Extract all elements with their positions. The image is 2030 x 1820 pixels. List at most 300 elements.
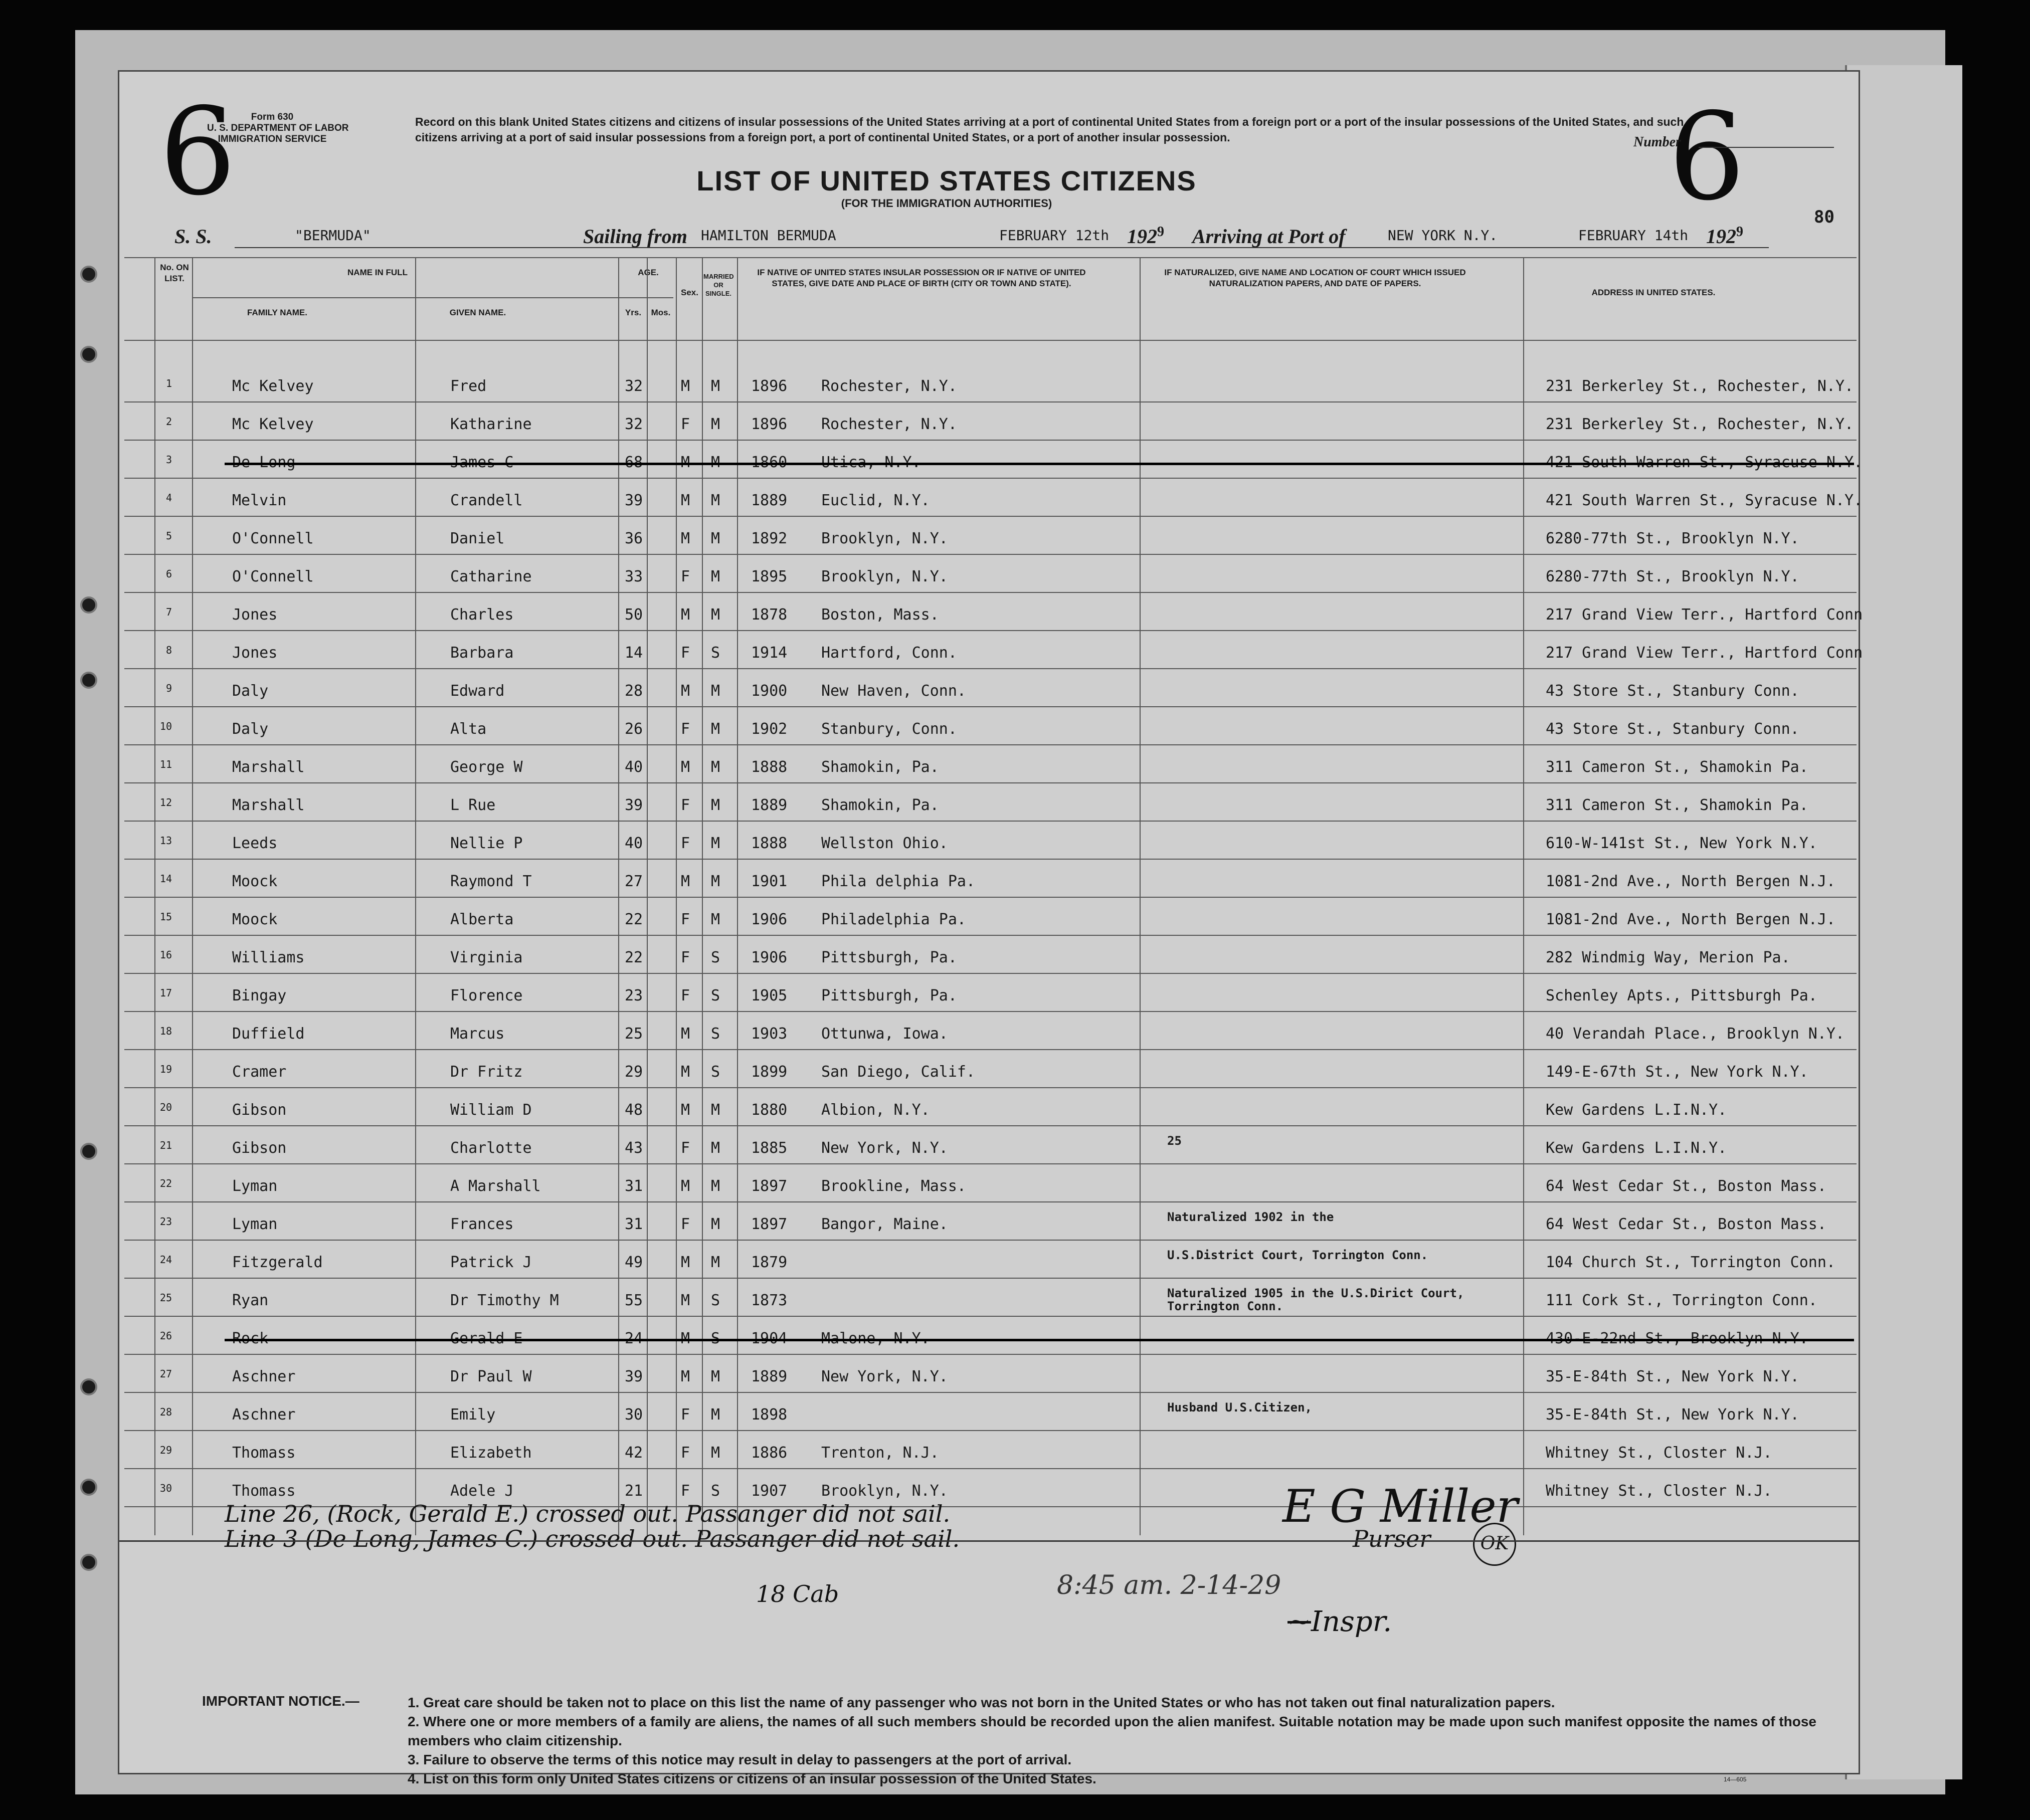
cell-ms: M bbox=[711, 377, 720, 395]
binder-hole bbox=[80, 346, 97, 363]
cell-place: Rochester, N.Y. bbox=[821, 416, 957, 433]
cell-age: 39 bbox=[625, 1368, 643, 1385]
cell-ms: S bbox=[711, 1482, 720, 1500]
cell-sex: M bbox=[681, 606, 690, 624]
row-divider bbox=[124, 1354, 1857, 1355]
row-divider bbox=[124, 668, 1857, 669]
cell-sex: F bbox=[681, 1216, 690, 1233]
cell-year: 1914 bbox=[751, 644, 788, 662]
column-divider bbox=[737, 257, 738, 1535]
cell-age: 31 bbox=[625, 1216, 643, 1233]
number-label: Number bbox=[1633, 134, 1681, 150]
cell-given: Daniel bbox=[450, 530, 505, 547]
cell-family: Rock bbox=[232, 1330, 269, 1347]
cell-no: 3 bbox=[165, 454, 172, 466]
cell-sex: F bbox=[681, 796, 690, 814]
cell-given: James C bbox=[450, 454, 514, 471]
row-divider bbox=[124, 1278, 1857, 1279]
cell-place: Hartford, Conn. bbox=[821, 644, 957, 662]
cell-family: Williams bbox=[232, 949, 305, 966]
cell-sex: F bbox=[681, 1406, 690, 1424]
cell-year: 1886 bbox=[751, 1444, 788, 1462]
cell-ms: S bbox=[711, 949, 720, 966]
cell-address: 1081-2nd Ave., North Bergen N.J. bbox=[1546, 911, 1835, 928]
row-divider bbox=[124, 440, 1857, 441]
cell-address: Kew Gardens L.I.N.Y. bbox=[1546, 1139, 1727, 1157]
cell-given: Frances bbox=[450, 1216, 514, 1233]
initials: 18 Cab bbox=[756, 1580, 839, 1607]
arrival-port: NEW YORK N.Y. bbox=[1388, 227, 1498, 244]
cell-ms: M bbox=[711, 1216, 720, 1233]
cell-age: 48 bbox=[625, 1101, 643, 1119]
cell-no: 19 bbox=[159, 1063, 172, 1075]
cell-address: 64 West Cedar St., Boston Mass. bbox=[1546, 1177, 1826, 1195]
col-mos: Mos. bbox=[651, 308, 671, 317]
cell-family: Aschner bbox=[232, 1368, 296, 1385]
notice-items bbox=[408, 1693, 1836, 1788]
cell-sex: M bbox=[681, 1177, 690, 1195]
cell-year: 1889 bbox=[751, 1368, 788, 1385]
cell-family: Lyman bbox=[232, 1177, 278, 1195]
cell-sex: F bbox=[681, 1444, 690, 1462]
cell-place: Trenton, N.J. bbox=[821, 1444, 939, 1462]
cell-ms: M bbox=[711, 1406, 720, 1424]
cell-year: 1878 bbox=[751, 606, 788, 624]
cell-no: 17 bbox=[159, 987, 172, 999]
col-name-in-full: NAME IN FULL bbox=[347, 268, 408, 277]
cell-place: Rochester, N.Y. bbox=[821, 377, 957, 395]
binder-hole bbox=[80, 1554, 97, 1571]
cell-family: Moock bbox=[232, 873, 278, 890]
instructions-text: Record on this blank United States citizens and citizens of insular possessions of the United States arriving at a port of continental United States from a foreign port or a port of the insular possessions of the United States, and such citizens arriving at a port of said insular possessions from a foreign port, a port of continental United States, or a port of another insular possession. bbox=[415, 115, 1684, 144]
cell-age: 23 bbox=[625, 987, 643, 1004]
cell-ms: M bbox=[711, 1177, 720, 1195]
cell-place: Wellston Ohio. bbox=[821, 835, 948, 852]
cell-address: 231 Berkerley St., Rochester, N.Y. bbox=[1546, 416, 1854, 433]
page-subtitle: (FOR THE IMMIGRATION AUTHORITIES) bbox=[841, 197, 1052, 210]
arriving-label: Arriving at Port of bbox=[1192, 225, 1346, 248]
cell-given: Barbara bbox=[450, 644, 514, 662]
cell-given: Dr Fritz bbox=[450, 1063, 523, 1081]
row-divider bbox=[124, 554, 1857, 555]
cell-no: 27 bbox=[159, 1368, 172, 1380]
cell-year: 1897 bbox=[751, 1177, 788, 1195]
cell-sex: M bbox=[681, 873, 690, 890]
side-sheets bbox=[1845, 65, 1962, 1779]
arrive-year-digit: 9 bbox=[1736, 224, 1743, 240]
cell-given: Florence bbox=[450, 987, 523, 1004]
cell-sex: F bbox=[681, 835, 690, 852]
cell-family: Mc Kelvey bbox=[232, 416, 314, 433]
row-divider bbox=[124, 782, 1857, 783]
cell-given: L Rue bbox=[450, 796, 496, 814]
column-divider bbox=[1523, 257, 1524, 1535]
row-divider bbox=[124, 401, 1857, 402]
cell-sex: M bbox=[681, 1063, 690, 1081]
cell-ms: M bbox=[711, 682, 720, 700]
cell-family: Fitzgerald bbox=[232, 1254, 323, 1271]
row-divider bbox=[124, 706, 1857, 707]
cell-year: 1892 bbox=[751, 530, 788, 547]
binder-hole bbox=[80, 596, 97, 614]
cell-sex: M bbox=[681, 1025, 690, 1043]
cell-age: 55 bbox=[625, 1292, 643, 1309]
cell-family: Bingay bbox=[232, 987, 287, 1004]
cell-no: 26 bbox=[159, 1330, 172, 1342]
row-divider bbox=[124, 1049, 1857, 1050]
cell-no: 9 bbox=[165, 682, 172, 694]
cell-sex: M bbox=[681, 758, 690, 776]
cell-address: 104 Church St., Torrington Conn. bbox=[1546, 1254, 1835, 1271]
cell-family: Lyman bbox=[232, 1216, 278, 1233]
cell-family: Duffield bbox=[232, 1025, 305, 1043]
notice-item: 1. Great care should be taken not to place on this list the name of any passenger who was not born in the United States or who has not taken out final naturalization papers. bbox=[408, 1695, 1555, 1710]
cell-given: Gerald E bbox=[450, 1330, 523, 1347]
cell-family: O'Connell bbox=[232, 530, 314, 547]
row-divider bbox=[124, 821, 1857, 822]
row-divider bbox=[124, 257, 1857, 258]
cell-ms: S bbox=[711, 987, 720, 1004]
cell-place: Brookline, Mass. bbox=[821, 1177, 966, 1195]
cell-ms: M bbox=[711, 873, 720, 890]
cell-ms: S bbox=[711, 1025, 720, 1043]
cell-no: 1 bbox=[165, 377, 172, 389]
cell-given: Edward bbox=[450, 682, 505, 700]
row-divider bbox=[124, 897, 1857, 898]
cell-family: Marshall bbox=[232, 796, 305, 814]
time-note: 8:45 am. 2-14-29 bbox=[1057, 1570, 1281, 1600]
cell-no: 6 bbox=[165, 568, 172, 580]
cell-address: Kew Gardens L.I.N.Y. bbox=[1546, 1101, 1727, 1119]
cell-given: Charlotte bbox=[450, 1139, 532, 1157]
cell-no: 15 bbox=[159, 911, 172, 923]
cell-family: Thomass bbox=[232, 1482, 296, 1500]
notice-item: 4. List on this form only United States citizens or citizens of an insular possession of the United States. bbox=[408, 1771, 1096, 1786]
cell-address: 1081-2nd Ave., North Bergen N.J. bbox=[1546, 873, 1835, 890]
page-title: LIST OF UNITED STATES CITIZENS bbox=[696, 165, 1197, 196]
cell-family: O'Connell bbox=[232, 568, 314, 585]
row-divider bbox=[124, 1087, 1857, 1088]
cell-address: 149-E-67th St., New York N.Y. bbox=[1546, 1063, 1808, 1081]
cell-age: 27 bbox=[625, 873, 643, 890]
col-age: AGE. bbox=[638, 268, 659, 277]
cell-family: Jones bbox=[232, 606, 278, 624]
cell-age: 39 bbox=[625, 492, 643, 509]
cell-ms: M bbox=[711, 1254, 720, 1271]
row-divider bbox=[124, 935, 1857, 936]
inspector-title: Inspr. bbox=[1311, 1605, 1392, 1638]
cell-age: 49 bbox=[625, 1254, 643, 1271]
row-divider bbox=[124, 516, 1857, 517]
column-divider bbox=[192, 257, 193, 1535]
row-divider bbox=[124, 1163, 1857, 1164]
cell-nat: Husband U.S.Citizen, bbox=[1167, 1400, 1312, 1414]
cell-place: Brooklyn, N.Y. bbox=[821, 1482, 948, 1500]
cell-address: 64 West Cedar St., Boston Mass. bbox=[1546, 1216, 1826, 1233]
cell-age: 26 bbox=[625, 720, 643, 738]
cell-place: Ottunwa, Iowa. bbox=[821, 1025, 948, 1043]
cell-given: Charles bbox=[450, 606, 514, 624]
sailing-underline bbox=[235, 247, 1769, 248]
row-divider bbox=[124, 1316, 1857, 1317]
cell-given: Catharine bbox=[450, 568, 532, 585]
cell-no: 16 bbox=[159, 949, 172, 961]
cell-given: Emily bbox=[450, 1406, 496, 1424]
cell-ms: M bbox=[711, 416, 720, 433]
cell-ms: M bbox=[711, 720, 720, 738]
cell-age: 25 bbox=[625, 1025, 643, 1043]
cell-age: 40 bbox=[625, 835, 643, 852]
row-divider bbox=[124, 1011, 1857, 1012]
cell-family: Marshall bbox=[232, 758, 305, 776]
service: IMMIGRATION SERVICE bbox=[218, 134, 327, 144]
cell-place: Boston, Mass. bbox=[821, 606, 939, 624]
cell-ms: M bbox=[711, 796, 720, 814]
cell-place: Pittsburgh, Pa. bbox=[821, 949, 957, 966]
cell-sex: F bbox=[681, 1482, 690, 1500]
cell-address: 6280-77th St., Brooklyn N.Y. bbox=[1546, 530, 1799, 547]
cell-address: 35-E-84th St., New York N.Y. bbox=[1546, 1406, 1799, 1424]
cell-age: 33 bbox=[625, 568, 643, 585]
cell-sex: F bbox=[681, 644, 690, 662]
cell-address: 430-E-22nd St., Brooklyn N.Y. bbox=[1546, 1330, 1808, 1347]
cell-no: 20 bbox=[159, 1101, 172, 1113]
column-divider bbox=[676, 257, 677, 1535]
ss-label: S. S. bbox=[174, 225, 212, 248]
cell-year: 1895 bbox=[751, 568, 788, 585]
cell-address: 40 Verandah Place., Brooklyn N.Y. bbox=[1546, 1025, 1845, 1043]
cell-address: 282 Windmig Way, Merion Pa. bbox=[1546, 949, 1790, 966]
row-divider bbox=[124, 1430, 1857, 1431]
cell-address: 43 Store St., Stanbury Conn. bbox=[1546, 682, 1799, 700]
cell-family: Melvin bbox=[232, 492, 287, 509]
cell-sex: M bbox=[681, 377, 690, 395]
row-divider bbox=[192, 297, 673, 298]
purser-title: Purser bbox=[1353, 1525, 1431, 1552]
cell-no: 7 bbox=[165, 606, 172, 618]
annotation-line-1: Line 26, (Rock, Gerald E.) crossed out. Passanger did not sail. bbox=[225, 1500, 951, 1527]
col-sex: Sex. bbox=[681, 288, 698, 297]
cell-age: 50 bbox=[625, 606, 643, 624]
cell-no: 5 bbox=[165, 530, 172, 542]
row-divider bbox=[124, 744, 1857, 745]
cell-year: 1889 bbox=[751, 492, 788, 509]
column-divider bbox=[1140, 257, 1141, 1535]
form-code: 14—605 bbox=[1724, 1776, 1747, 1783]
cell-ms: M bbox=[711, 1101, 720, 1119]
cell-no: 23 bbox=[159, 1216, 172, 1228]
ship-name: "BERMUDA" bbox=[295, 227, 371, 244]
cell-sex: M bbox=[681, 1254, 690, 1271]
cell-age: 39 bbox=[625, 796, 643, 814]
arrive-year bbox=[1706, 225, 1743, 248]
cell-ms: S bbox=[711, 1292, 720, 1309]
cell-given: Crandell bbox=[450, 492, 523, 509]
cell-year: 1907 bbox=[751, 1482, 788, 1500]
cell-family: Jones bbox=[232, 644, 278, 662]
cell-age: 21 bbox=[625, 1482, 643, 1500]
cell-no: 18 bbox=[159, 1025, 172, 1037]
cell-year: 1899 bbox=[751, 1063, 788, 1081]
form-number: Form 630 bbox=[251, 112, 294, 122]
cell-no: 10 bbox=[159, 720, 172, 732]
cell-address: 111 Cork St., Torrington Conn. bbox=[1546, 1292, 1817, 1309]
cell-address: 217 Grand View Terr., Hartford Conn bbox=[1546, 644, 1863, 662]
cell-place: Pittsburgh, Pa. bbox=[821, 987, 957, 1004]
cell-no: 28 bbox=[159, 1406, 172, 1418]
col-family-name: FAMILY NAME. bbox=[247, 308, 307, 317]
binder-hole bbox=[80, 672, 97, 689]
cell-place: Philadelphia Pa. bbox=[821, 911, 966, 928]
arrive-date: FEBRUARY 14th bbox=[1578, 227, 1689, 244]
cell-address: 6280-77th St., Brooklyn N.Y. bbox=[1546, 568, 1799, 585]
footer-rule bbox=[119, 1540, 1859, 1542]
depart-year bbox=[1127, 225, 1164, 248]
cell-year: 1898 bbox=[751, 1406, 788, 1424]
cell-no: 29 bbox=[159, 1444, 172, 1456]
cell-place: Utica, N.Y. bbox=[821, 454, 921, 471]
row-divider bbox=[124, 478, 1857, 479]
cell-year: 1888 bbox=[751, 835, 788, 852]
cell-address: 217 Grand View Terr., Hartford Conn bbox=[1546, 606, 1863, 624]
inspection-stamp: OK bbox=[1473, 1523, 1516, 1566]
cell-family: Aschner bbox=[232, 1406, 296, 1424]
cell-age: 31 bbox=[625, 1177, 643, 1195]
column-divider bbox=[702, 257, 703, 1535]
cell-family: De Long bbox=[232, 454, 296, 471]
cell-no: 25 bbox=[159, 1292, 172, 1304]
cell-age: 36 bbox=[625, 530, 643, 547]
col-married: MARRIED OR SINGLE. bbox=[703, 273, 734, 297]
cell-age: 42 bbox=[625, 1444, 643, 1462]
cell-sex: F bbox=[681, 416, 690, 433]
cell-year: 1885 bbox=[751, 1139, 788, 1157]
cell-age: 43 bbox=[625, 1139, 643, 1157]
strike-through-line bbox=[225, 1339, 1854, 1341]
cell-place: New Haven, Conn. bbox=[821, 682, 966, 700]
manifest-page bbox=[118, 70, 1863, 1786]
cell-nat: Naturalized 1905 in the U.S.Dirict Court, Torrington Conn. bbox=[1167, 1286, 1464, 1313]
row-divider bbox=[124, 1201, 1857, 1202]
cell-ms: M bbox=[711, 454, 720, 471]
handwritten-number-right: 6 bbox=[1669, 87, 1745, 227]
cell-age: 32 bbox=[625, 416, 643, 433]
cell-given: George W bbox=[450, 758, 523, 776]
cell-no: 2 bbox=[165, 416, 172, 428]
col-naturalized: IF NATURALIZED, GIVE NAME AND LOCATION OF COURT WHICH ISSUED NATURALIZATION PAPERS, AND DATE OF PAPERS. bbox=[1164, 268, 1466, 288]
cell-sex: F bbox=[681, 568, 690, 585]
cell-year: 1860 bbox=[751, 454, 788, 471]
cell-ms: M bbox=[711, 530, 720, 547]
cell-address: 311 Cameron St., Shamokin Pa. bbox=[1546, 758, 1808, 776]
sailing-from-label: Sailing from bbox=[583, 225, 687, 248]
cell-given: Katharine bbox=[450, 416, 532, 433]
cell-no: 30 bbox=[159, 1482, 172, 1494]
notice-item: 2. Where one or more members of a family are aliens, the names of all such members should be recorded upon the alien manifest. Suitable notation may be made upon such manifest opposite the names of those members who claim citizenship. bbox=[408, 1714, 1816, 1748]
cell-given: Dr Paul W bbox=[450, 1368, 532, 1385]
cell-family: Leeds bbox=[232, 835, 278, 852]
cell-ms: S bbox=[711, 644, 720, 662]
cell-given: Adele J bbox=[450, 1482, 514, 1500]
cell-no: 8 bbox=[165, 644, 172, 656]
binder-hole bbox=[80, 1143, 97, 1160]
cell-ms: M bbox=[711, 1444, 720, 1462]
cell-sex: F bbox=[681, 987, 690, 1004]
cell-ms: M bbox=[711, 758, 720, 776]
cell-year: 1880 bbox=[751, 1101, 788, 1119]
page-number: 80 bbox=[1814, 207, 1834, 227]
cell-family: Gibson bbox=[232, 1101, 287, 1119]
cell-place: New York, N.Y. bbox=[821, 1139, 948, 1157]
row-divider bbox=[124, 340, 1857, 341]
cell-year: 1896 bbox=[751, 416, 788, 433]
binder-hole bbox=[80, 1378, 97, 1395]
col-address: ADDRESS IN UNITED STATES. bbox=[1591, 288, 1716, 297]
cell-given: Alta bbox=[450, 720, 487, 738]
cell-given: Dr Timothy M bbox=[450, 1292, 559, 1309]
cell-age: 22 bbox=[625, 911, 643, 928]
cell-family: Daly bbox=[232, 682, 269, 700]
cell-no: 4 bbox=[165, 492, 172, 504]
cell-ms: S bbox=[711, 1330, 720, 1347]
cell-family: Mc Kelvey bbox=[232, 377, 314, 395]
cell-ms: M bbox=[711, 606, 720, 624]
column-divider bbox=[647, 257, 648, 1535]
col-birth: IF NATIVE OF UNITED STATES INSULAR POSSESSION OR IF NATIVE OF UNITED STATES, GIVE DATE AND PLACE OF BIRTH (CITY OR TOWN AND STATE). bbox=[757, 268, 1086, 288]
cell-address: Whitney St., Closter N.J. bbox=[1546, 1444, 1772, 1462]
cell-given: Elizabeth bbox=[450, 1444, 532, 1462]
cell-place: Shamokin, Pa. bbox=[821, 796, 939, 814]
cell-given: Virginia bbox=[450, 949, 523, 966]
row-divider bbox=[124, 1240, 1857, 1241]
cell-address: 35-E-84th St., New York N.Y. bbox=[1546, 1368, 1799, 1385]
cell-address: 421 South Warren St., Syracuse N.Y. bbox=[1546, 492, 1863, 509]
column-divider bbox=[618, 257, 619, 1535]
cell-age: 28 bbox=[625, 682, 643, 700]
strike-through-line bbox=[225, 463, 1854, 465]
cell-year: 1902 bbox=[751, 720, 788, 738]
cell-family: Thomass bbox=[232, 1444, 296, 1462]
cell-address: Whitney St., Closter N.J. bbox=[1546, 1482, 1772, 1500]
annotation-line-2: Line 3 (De Long, James C.) crossed out. Passanger did not sail. bbox=[225, 1525, 960, 1552]
cell-address: 421 South Warren St., Syracuse N.Y. bbox=[1546, 454, 1863, 471]
cell-address: 311 Cameron St., Shamokin Pa. bbox=[1546, 796, 1808, 814]
cell-given: Raymond T bbox=[450, 873, 532, 890]
cell-address: 610-W-141st St., New York N.Y. bbox=[1546, 835, 1817, 852]
row-divider bbox=[124, 973, 1857, 974]
cell-address: 43 Store St., Stanbury Conn. bbox=[1546, 720, 1799, 738]
cell-ms: M bbox=[711, 492, 720, 509]
row-divider bbox=[124, 1468, 1857, 1469]
depart-year-digit: 9 bbox=[1157, 224, 1164, 240]
cell-ms: M bbox=[711, 568, 720, 585]
cell-sex: F bbox=[681, 949, 690, 966]
cell-ms: M bbox=[711, 1368, 720, 1385]
column-divider bbox=[154, 257, 155, 1535]
cell-family: Gibson bbox=[232, 1139, 287, 1157]
column-divider bbox=[415, 257, 416, 1535]
cell-place: Stanbury, Conn. bbox=[821, 720, 957, 738]
cell-year: 1900 bbox=[751, 682, 788, 700]
cell-sex: M bbox=[681, 492, 690, 509]
depart-year-prefix: 192 bbox=[1127, 225, 1157, 248]
cell-place: Phila delphia Pa. bbox=[821, 873, 976, 890]
cell-age: 32 bbox=[625, 377, 643, 395]
cell-sex: F bbox=[681, 720, 690, 738]
cell-place: San Diego, Calif. bbox=[821, 1063, 976, 1081]
cell-ms: M bbox=[711, 911, 720, 928]
row-divider bbox=[124, 630, 1857, 631]
